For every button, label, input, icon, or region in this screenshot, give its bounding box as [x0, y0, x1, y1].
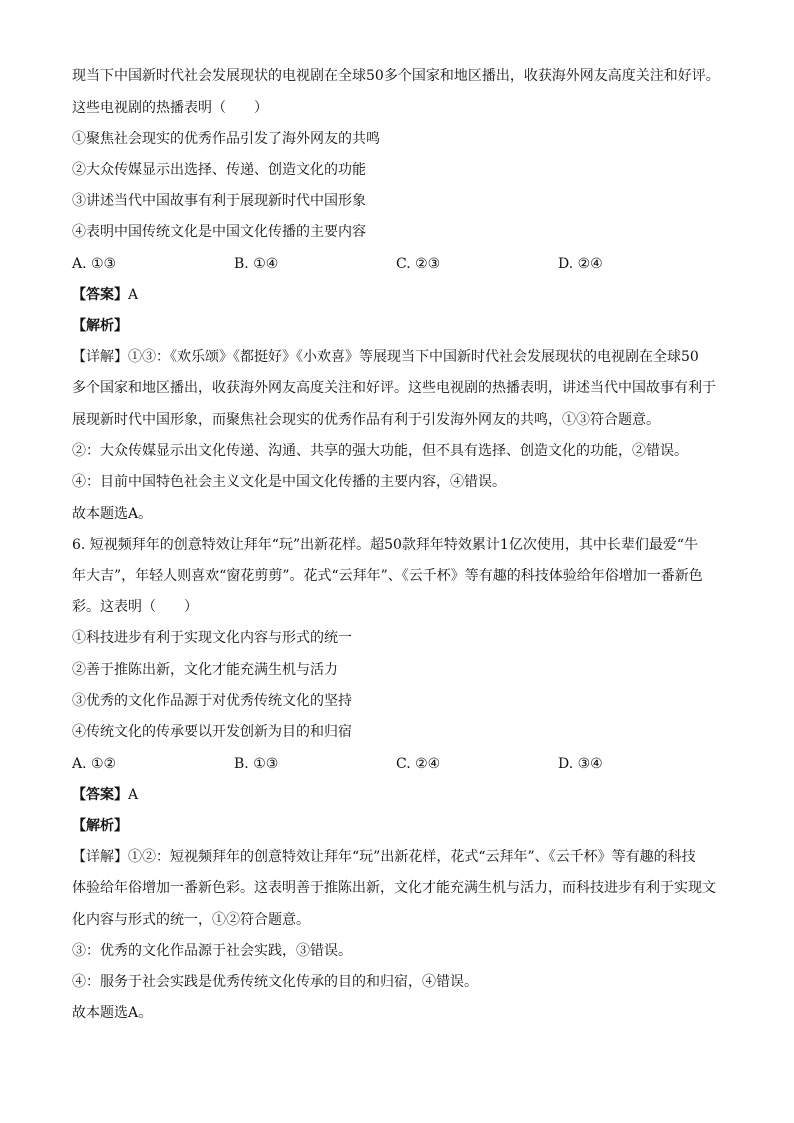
- q6-option-c: C. ②④: [396, 756, 441, 772]
- q5-answer-value: A: [128, 287, 139, 303]
- q5-stem-line-1: 现当下中国新时代社会发展现状的电视剧在全球50多个国家和地区播出，收获海外网友高度关注和好评。: [72, 68, 720, 84]
- q5-stem-line-2: 这些电视剧的热播表明（ ）: [72, 100, 268, 116]
- q6-statement-4: ④传统文化的传承要以开发创新为目的和归宿: [72, 724, 352, 740]
- q6-option-a: A. ①②: [72, 756, 117, 772]
- q5-statement-3: ③讲述当代中国故事有利于展现新时代中国形象: [72, 193, 366, 209]
- q5-answer-tag: 【答案】: [72, 287, 128, 303]
- q6-answer-tag: 【答案】: [72, 787, 128, 803]
- q5-conclusion: 故本题选A。: [72, 506, 153, 522]
- q6-stem-line-2: 年大吉”，年轻人则喜欢“窗花剪剪”。花式“云拜年”、《云千杯》等有趣的科技体验给年俗增加一番新色: [72, 568, 703, 584]
- q6-analysis-tag: 【解析】: [72, 818, 128, 834]
- q6-detail-line-4: ③：优秀的文化作品源于社会实践，③错误。: [72, 943, 352, 959]
- q5-detail-line-1: 【详解】①③：《欢乐颂》《都挺好》《小欢喜》等展现当下中国新时代社会发展现状的电视剧在全球50: [72, 349, 699, 365]
- q5-answer: [72, 285, 138, 305]
- q6-stem-line-3: 彩。这表明（ ）: [72, 599, 198, 615]
- q5-option-c: C. ②③: [396, 256, 441, 272]
- q6-option-d: D. ③④: [558, 756, 603, 772]
- q6-stem-line-1: 6. 短视频拜年的创意特效让拜年“玩”出新花样。超50款拜年特效累计1亿次使用，其中长辈们最爱“牛: [72, 537, 698, 553]
- q6-statement-1: ①科技进步有利于实现文化内容与形式的统一: [72, 630, 352, 646]
- q5-option-b: B. ①④: [234, 256, 279, 272]
- q6-statement-3: ③优秀的文化作品源于对优秀传统文化的坚持: [72, 693, 352, 709]
- q5-detail-line-2: 多个国家和地区播出，收获海外网友高度关注和好评。这些电视剧的热播表明，讲述当代中国故事有利于: [72, 380, 716, 396]
- q5-statement-2: ②大众传媒显示出选择、传递、创造文化的功能: [72, 162, 366, 178]
- q6-conclusion: 故本题选A。: [72, 1005, 153, 1021]
- q5-detail-line-4: ②：大众传媒显示出文化传递、沟通、共享的强大功能，但不具有选择、创造文化的功能，②错误。: [72, 443, 688, 459]
- q6-detail-line-5: ④：服务于社会实践是优秀传统文化传承的目的和归宿，④错误。: [72, 974, 478, 990]
- q6-detail-line-2: 体验给年俗增加一番新色彩。这表明善于推陈出新，文化才能充满生机与活力，而科技进步有利于实现文: [72, 880, 716, 896]
- q6-option-b: B. ①③: [234, 756, 279, 772]
- q5-statement-4: ④表明中国传统文化是中国文化传播的主要内容: [72, 224, 366, 240]
- q5-statement-1: ①聚焦社会现实的优秀作品引发了海外网友的共鸣: [72, 131, 380, 147]
- q5-option-a: A. ①③: [72, 256, 117, 272]
- q6-answer-value: A: [128, 787, 139, 803]
- q6-statement-2: ②善于推陈出新，文化才能充满生机与活力: [72, 662, 338, 678]
- q6-detail-line-1: 【详解】①②：短视频拜年的创意特效让拜年“玩”出新花样，花式“云拜年”、《云千杯》等有趣的科技: [72, 849, 696, 865]
- q5-analysis-tag: 【解析】: [72, 318, 128, 334]
- q5-option-d: D. ②④: [558, 256, 603, 272]
- q6-detail-line-3: 化内容与形式的统一，①②符合题意。: [72, 912, 310, 928]
- q5-detail-line-3: 展现新时代中国形象，而聚焦社会现实的优秀作品有利于引发海外网友的共鸣，①③符合题意。: [72, 412, 660, 428]
- q5-detail-line-5: ④：目前中国特色社会主义文化是中国文化传播的主要内容，④错误。: [72, 474, 506, 490]
- q6-answer: [72, 785, 138, 805]
